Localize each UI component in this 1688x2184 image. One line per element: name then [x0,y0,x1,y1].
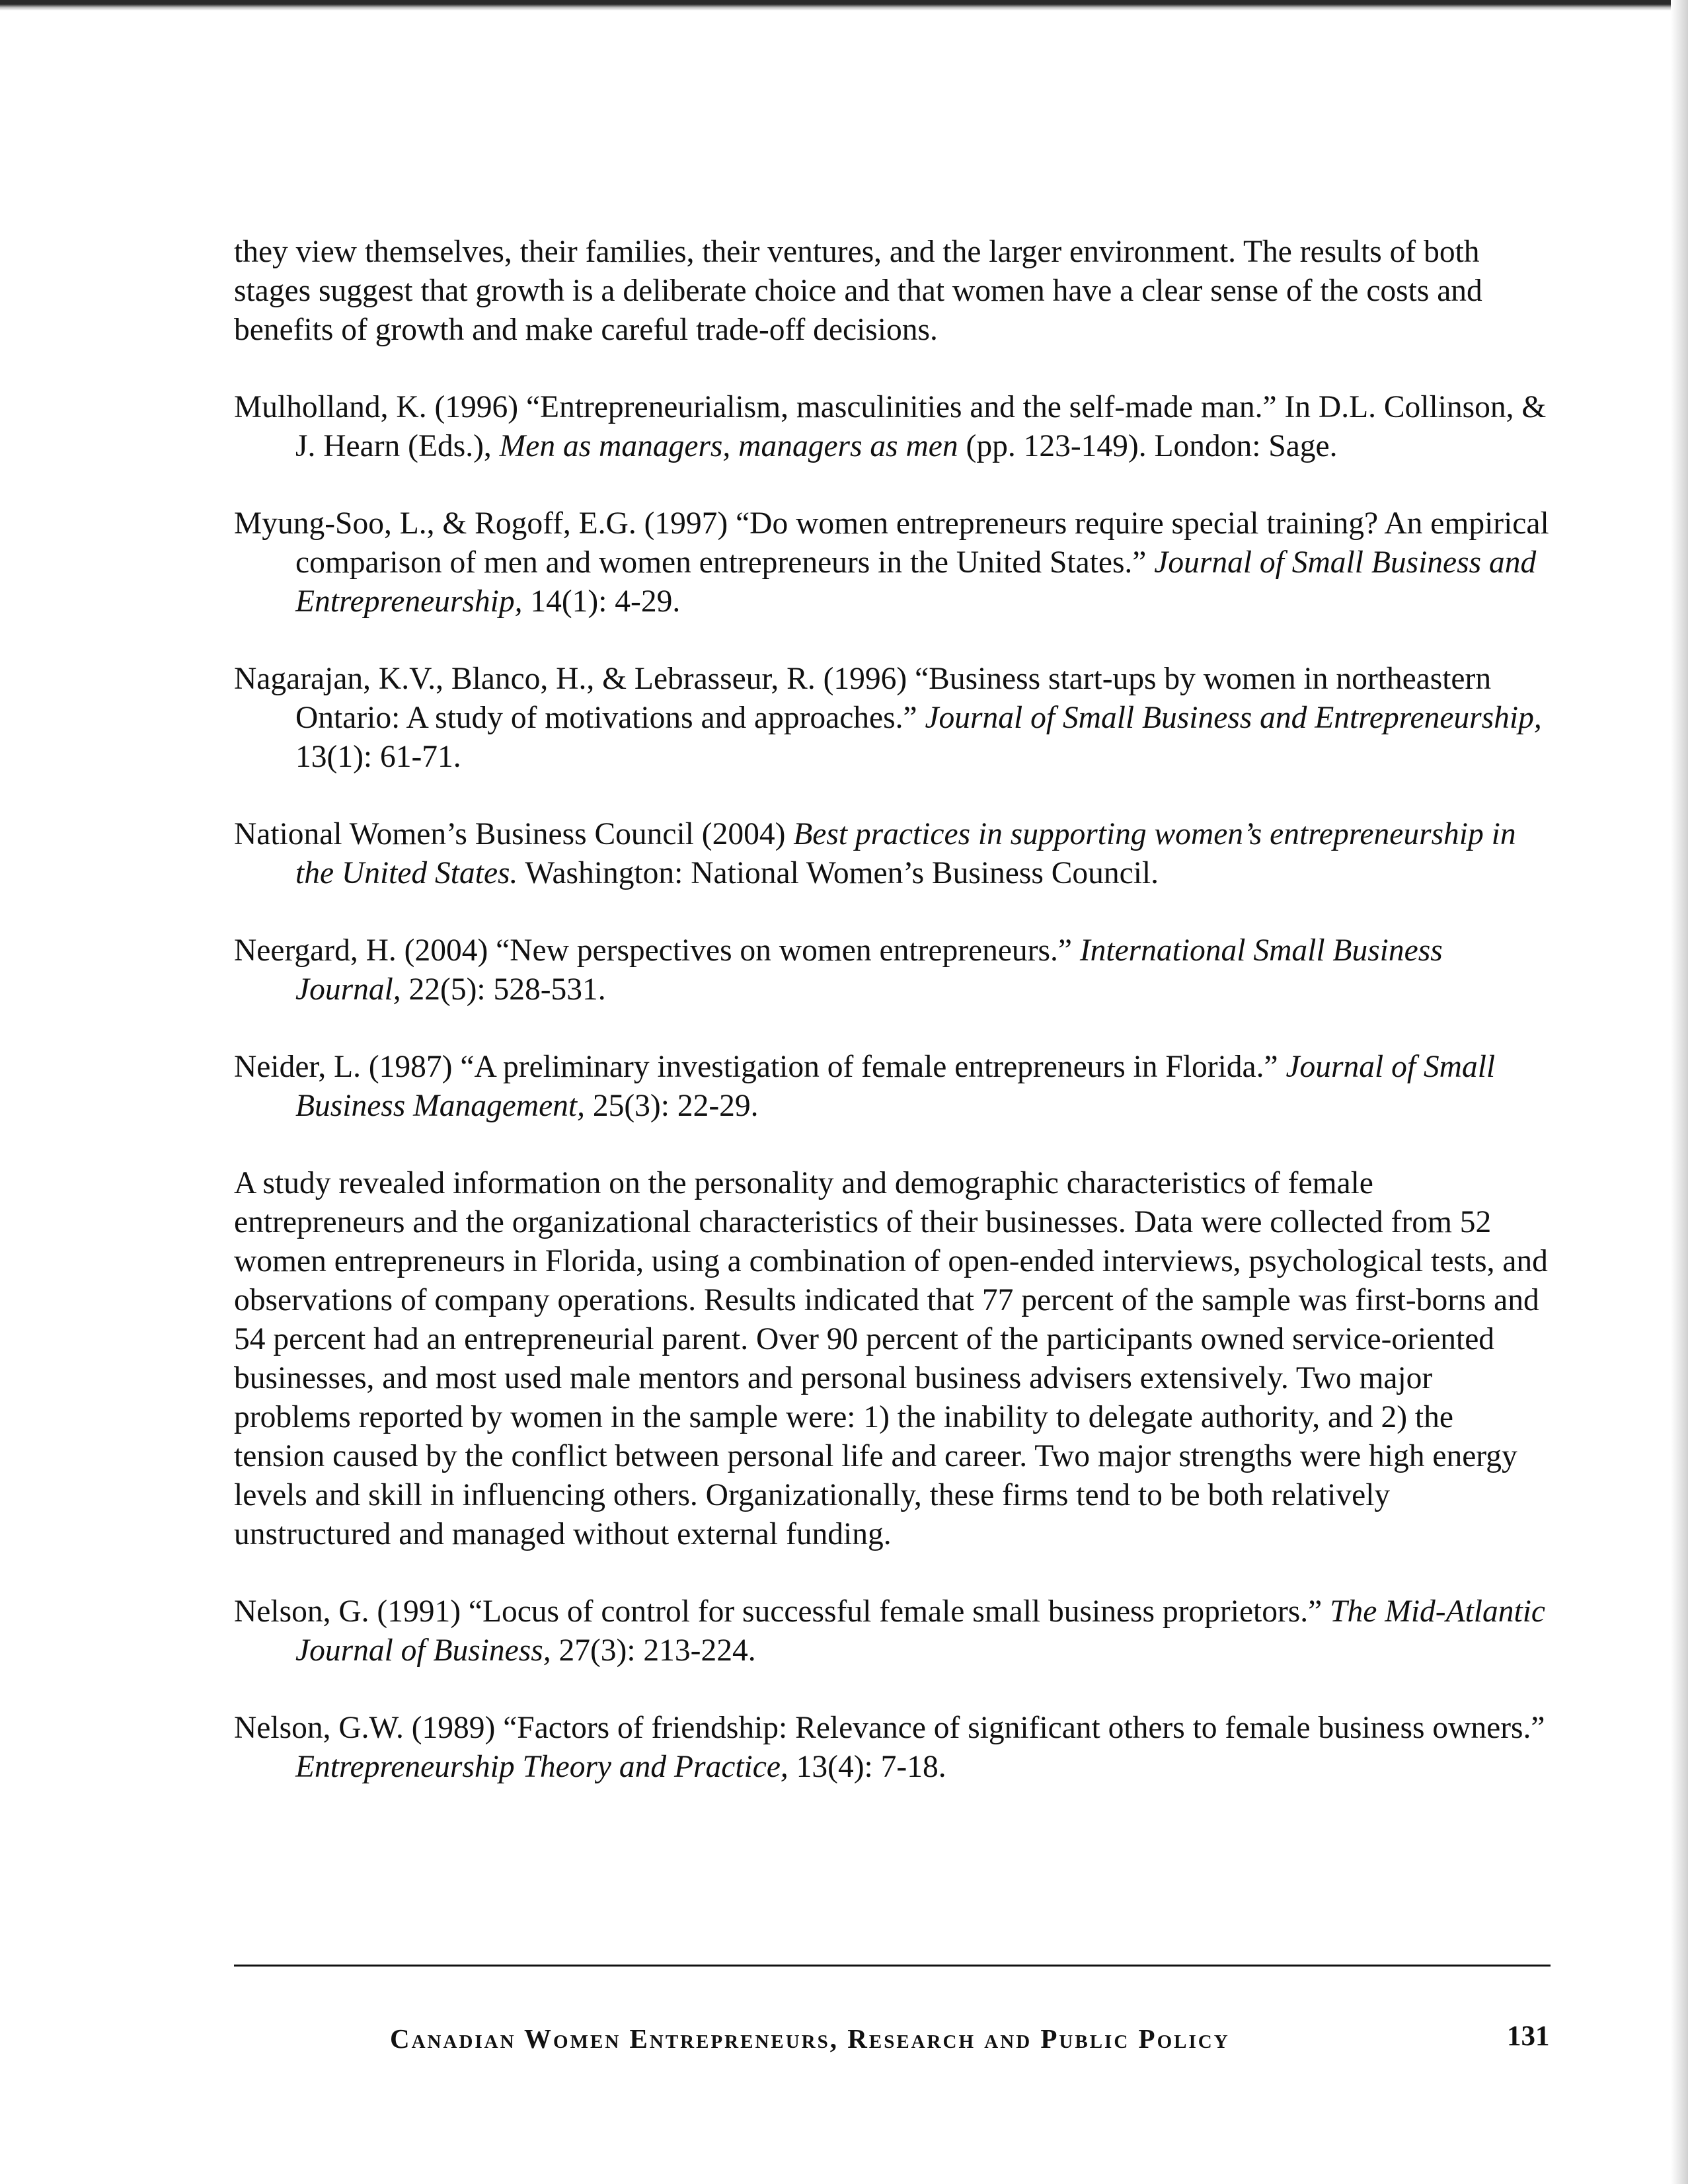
reference-tail: 14(1): 4-29. [522,584,681,619]
reference-entry-myung-soo [234,504,1549,621]
reference-title: Men as managers, managers as men [499,429,958,463]
footer-divider [234,1965,1551,1967]
reference-tail: Washington: National Women’s Business Council. [518,856,1159,890]
reference-tail: (pp. 123-149). London: Sage. [958,429,1338,463]
reference-journal: Journal of Small Business and Entrepreneurship, [295,545,1537,619]
page-number: 131 [1507,2021,1550,2052]
reference-entry-nelson-1989 [234,1709,1549,1787]
reference-entry-neergard [234,931,1549,1009]
intro-paragraph: they view themselves, their families, their ventures, and the larger environment. The results of both stages suggest that growth is a deliberate choice and that women have a clear sense of the costs and benefits of growth and make careful trade-off decisions. [234,235,1482,347]
reference-title: Best practices in supporting women’s entrepreneurship in the United States. [295,817,1516,890]
reference-entry-neider [234,1048,1549,1126]
reference-journal: Journal of Small Business and Entrepreneurship, [925,701,1542,735]
reference-entry-mulholland [234,388,1549,466]
running-footer-title: Canadian Women Entrepreneurs, Research and Public Policy [390,2023,1230,2054]
reference-lead: Nagarajan, K.V., Blanco, H., & Lebrasseur, R. (1996) “Business start-ups by women in northeastern Ontario: A study of motivations and approaches.” [234,662,1492,735]
page-body [234,233,1549,1825]
reference-lead: Myung-Soo, L., & Rogoff, E.G. (1997) “Do women entrepreneurs require special training? An empirical comparison of men and women entrepreneurs in the United States.” [234,506,1549,580]
reference-lead: Mulholland, K. (1996) “Entrepreneurialism, masculinities and the self-made man.” In D.L. Collinson, & J. Hearn (Eds.), [234,390,1547,463]
reference-entry-nwbc [234,815,1549,893]
reference-entry-nagarajan [234,660,1549,777]
reference-journal: International Small Business Journal, [295,933,1443,1007]
reference-journal: Entrepreneurship Theory and Practice, [295,1750,788,1784]
reference-journal: The Mid-Atlantic Journal of Business, [295,1594,1545,1668]
reference-tail: 25(3): 22-29. [584,1089,759,1123]
abstract-paragraph: A study revealed information on the personality and demographic characteristics of female entrepreneurs and the organizational characteristics of their businesses. Data were collected from 52 women entrepreneurs in Florida, using a combination of open-ended interviews, psychological tests, and observations of company operations. Results indicated that 77 percent of the sample was first-borns and 54 percent had an entrepreneurial parent. Over 90 percent of the participants owned service-oriented businesses, and most used male mentors and personal business advisers extensively. Two major problems reported by women in the sample were: 1) the inability to delegate authority, and 2) the tension caused by the conflict between personal life and career. Two major strengths were high energy levels and skill in influencing others. Organizationally, these firms tend to be both relatively unstructured and managed without external funding. [234,1166,1548,1551]
reference-tail: 13(4): 7-18. [788,1750,946,1784]
reference-lead: Neergard, H. (2004) “New perspectives on women entrepreneurs.” [234,933,1080,968]
reference-lead: Neider, L. (1987) “A preliminary investigation of female entrepreneurs in Florida.” [234,1050,1286,1084]
reference-journal: Journal of Small Business Management, [295,1050,1496,1123]
reference-entry-nelson-1991 [234,1592,1549,1670]
reference-lead: National Women’s Business Council (2004) [234,817,794,851]
scan-right-edge [1671,0,1688,2184]
reference-tail: 27(3): 213-224. [551,1633,756,1668]
reference-lead: Nelson, G. (1991) “Locus of control for successful female small business proprietors.” [234,1594,1330,1629]
scan-top-edge [0,0,1688,11]
reference-lead: Nelson, G.W. (1989) “Factors of friendship: Relevance of significant others to female business owners.” [234,1711,1545,1745]
reference-tail: 22(5): 528-531. [401,972,606,1007]
reference-tail: 13(1): 61-71. [295,740,461,774]
